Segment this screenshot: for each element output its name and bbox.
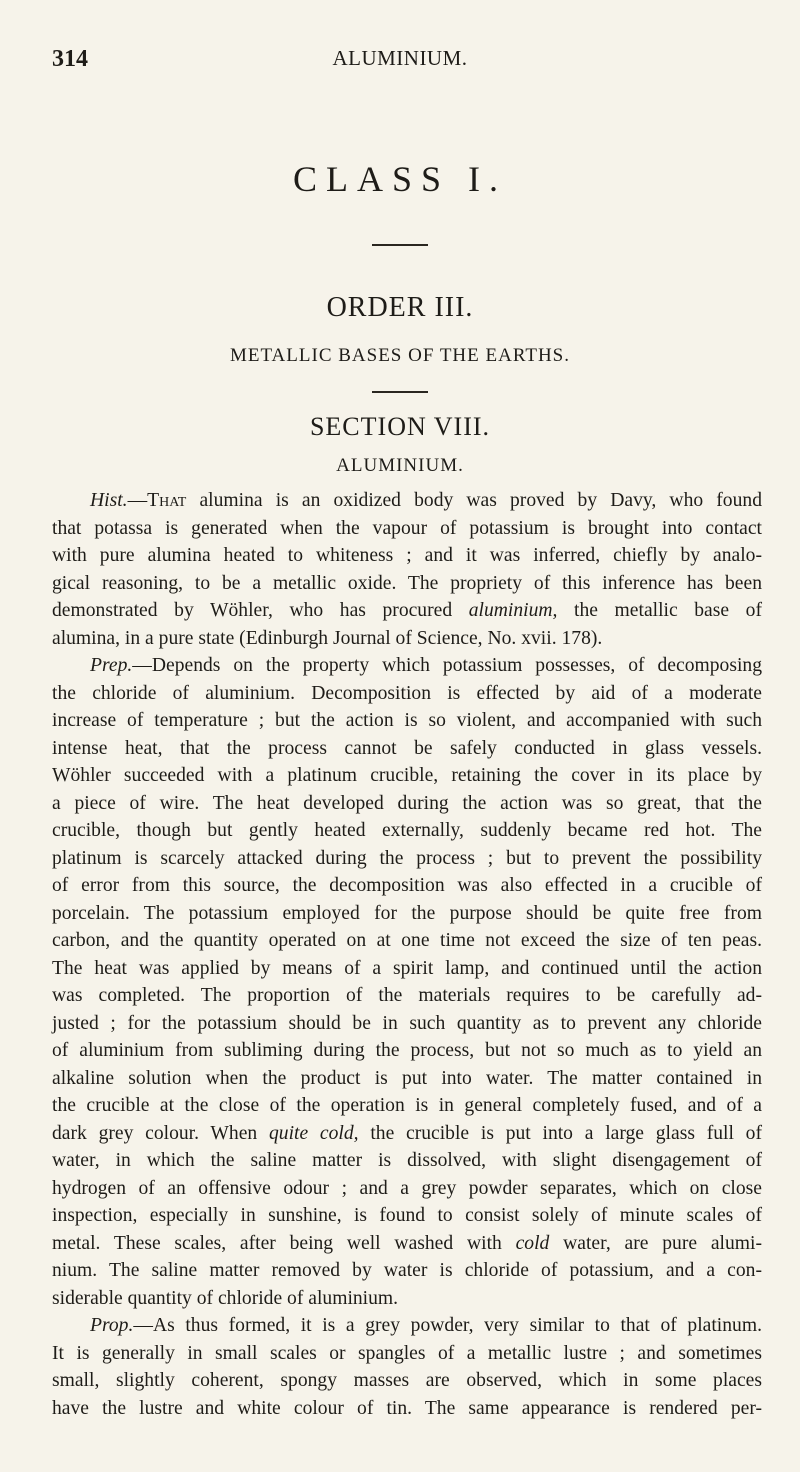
text-line: with pure alumina heated to whiteness ; and it was inferred, chiefly by analo-	[52, 545, 762, 566]
text-line: the crucible at the close of the operation is in general completely fused, and of a	[52, 1095, 762, 1116]
text-line: Wöhler succeeded with a platinum crucible, retaining the cover in its place by	[52, 765, 762, 786]
text-line: of aluminium from subliming during the process, but not so much as to yield an	[52, 1040, 762, 1061]
section-heading: SECTION VIII.	[309, 412, 491, 441]
text-line: a piece of wire. The heat developed during the action was so great, that the	[52, 792, 762, 814]
text-line: increase of temperature ; but the action is so violent, and accompanied with such	[52, 710, 762, 731]
body-text	[52, 487, 762, 1422]
text-line: alkaline solution when the product is put into water. The matter contained in	[52, 1067, 762, 1089]
order-heading: ORDER III.	[326, 292, 474, 323]
text-line: Prop.—As thus formed, it is a grey powder, very similar to that of platinum.	[90, 1315, 762, 1336]
paragraph-lead-prop: Prop.	[90, 1315, 134, 1336]
text-line: small, slightly coherent, spongy masses are observed, which in some places	[52, 1370, 762, 1391]
text-line: gical reasoning, to be a metallic oxide. The propriety of this inference has been	[52, 572, 762, 594]
text-line: Hist.—That alumina is an oxidized body was proved by Davy, who found	[90, 490, 762, 511]
heading-rule	[372, 391, 428, 393]
text-line: demonstrated by Wöhler, who has procured aluminium, the metallic base of	[52, 600, 762, 621]
text-line: have the lustre and white colour of tin. The same appearance is rendered per-	[52, 1397, 762, 1419]
order-subtitle: METALLIC BASES OF THE EARTHS.	[229, 345, 571, 366]
text-line: crucible, though but gently heated externally, suddenly became red hot. The	[52, 820, 762, 841]
paragraph-lead-prep: Prep.	[90, 655, 133, 676]
running-head	[52, 46, 748, 76]
element-heading: ALUMINIUM.	[336, 455, 464, 476]
text-line: Prep.—Depends on the property which potassium possesses, of decomposing	[90, 655, 762, 676]
text-line: that potassa is generated when the vapour of potassium is brought into contact	[52, 517, 762, 539]
text-line: metal. These scales, after being well washed with cold water, are pure alumi-	[52, 1232, 762, 1254]
class-heading: CLASS I.	[292, 159, 508, 199]
text-line: nium. The saline matter removed by water is chloride of potassium, and a con-	[52, 1260, 762, 1281]
text-line: dark grey colour. When quite cold, the crucible is put into a large glass full of	[52, 1122, 763, 1144]
text-line: platinum is scarcely attacked during the process ; but to prevent the possibility	[52, 847, 762, 869]
text-line: inspection, especially in sunshine, is found to consist solely of minute scales of	[52, 1205, 762, 1226]
text-line: porcelain. The potassium employed for the purpose should be quite free from	[52, 902, 762, 924]
text-line: The heat was applied by means of a spirit lamp, and continued until the action	[52, 957, 762, 979]
text-line: intense heat, that the process cannot be safely conducted in glass vessels.	[52, 737, 762, 759]
text-line: was completed. The proportion of the materials requires to be carefully ad-	[52, 985, 762, 1006]
page-number: 314	[52, 46, 88, 72]
paragraph-lead-hist: Hist.	[90, 490, 128, 511]
heading-rule	[372, 244, 428, 246]
text-line: justed ; for the potassium should be in such quantity as to prevent any chloride	[52, 1012, 762, 1034]
text-line: the chloride of aluminium. Decomposition is effected by aid of a moderate	[52, 682, 762, 704]
text-line: siderable quantity of chloride of aluminium.	[52, 1287, 399, 1309]
text-line: alumina, in a pure state (Edinburgh Journal of Science, No. xvii. 178).	[52, 627, 603, 649]
text-line: It is generally in small scales or spangles of a metallic lustre ; and sometimes	[52, 1342, 762, 1364]
text-line: of error from this source, the decomposition was also effected in a crucible of	[52, 875, 762, 896]
text-line: hydrogen of an offensive odour ; and a grey powder separates, which on close	[52, 1177, 762, 1199]
text-line: water, in which the saline matter is dissolved, with slight disengagement of	[52, 1150, 762, 1171]
text-line: carbon, and the quantity operated on at one time not exceed the size of ten peas.	[52, 930, 762, 951]
running-title: ALUMINIUM.	[332, 46, 468, 70]
